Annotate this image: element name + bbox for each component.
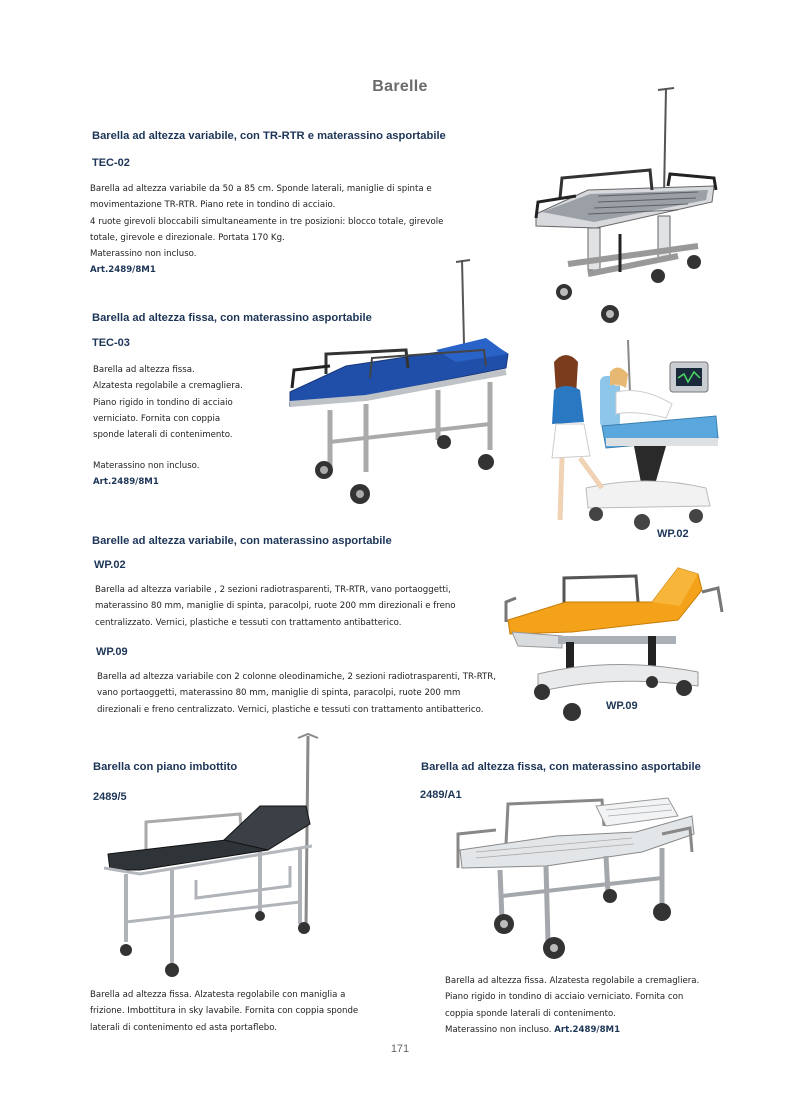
description-line: [445, 1022, 699, 1038]
stretcher-tec03-image: [286, 258, 518, 510]
product-code-tec02: TEC-02: [92, 157, 130, 169]
description-2489-a1: [445, 973, 699, 1038]
description-line: Piano rigido in tondino di acciaio verniciato. Fornita con: [445, 992, 684, 1003]
description-line: Barella ad altezza variabile da 50 a 85 cm. Sponde laterali, maniglie di spinta e: [90, 184, 432, 194]
description-line: laterali di contenimento ed asta portaflebo.: [90, 1022, 278, 1033]
stretcher-2489-a1-image: [456, 794, 700, 964]
description-line: vano portaoggetti, materassino 80 mm, maniglie di spinta, paracolpi, ruote 200 mm: [97, 688, 461, 699]
description-line: Barella ad altezza variabile , 2 sezioni radiotrasparenti, TR-RTR, vano portaoggetti,: [95, 585, 451, 595]
article-number: Art.2489/8M1: [93, 477, 159, 488]
image-caption-wp09: WP.09: [606, 700, 638, 712]
product-code-wp09: WP.09: [96, 646, 128, 658]
description-line: Piano rigido in tondino di acciaio: [93, 397, 233, 408]
section-heading-tec03: Barella ad altezza fissa, con materassino asportabile: [92, 312, 372, 324]
description-2489-5: [90, 987, 358, 1036]
description-line: Barella ad altezza fissa. Alzatesta regolabile con maniglia a: [90, 990, 346, 1000]
product-code-tec03: TEC-03: [92, 337, 130, 349]
description-wp09: [97, 669, 496, 718]
description-wp02: [95, 582, 456, 631]
description-line: frizione. Imbottitura in sky lavabile. Fornita con coppia sponde: [90, 1006, 359, 1017]
description-line: verniciato. Fornita con coppia: [93, 413, 221, 424]
article-number: Art.2489/8M1: [554, 1024, 621, 1035]
description-line: Barella ad altezza fissa. Alzatesta regolabile a cremagliera.: [445, 976, 700, 986]
section-heading-2489-a1: Barella ad altezza fissa, con materassino asportabile: [421, 761, 701, 773]
description-line: Materassino non incluso.: [90, 249, 197, 260]
description-line: coppia sponde laterali di contenimento.: [445, 1008, 616, 1019]
page-title: Barelle: [372, 78, 428, 95]
section-heading-tec02: Barella ad altezza variabile, con TR-RTR e materassino asportabile: [92, 130, 446, 142]
description-line: Alzatesta regolabile a cremagliera.: [93, 381, 243, 392]
product-code-2489-5: 2489/5: [93, 791, 127, 803]
image-caption-wp02: WP.02: [657, 528, 689, 540]
description-line: sponde laterali di contenimento.: [93, 430, 233, 441]
description-line: Materassino non incluso.: [93, 461, 200, 471]
description-line: materassino 80 mm, maniglie di spinta, paracolpi, ruote 200 mm direzionali e freno: [95, 601, 456, 612]
product-code-wp02: WP.02: [94, 559, 126, 571]
product-code-2489-a1: 2489/A1: [420, 789, 462, 801]
stretcher-tec02-image: [528, 86, 728, 330]
description-line: direzionali e freno centralizzato. Vernici, plastiche e tessuti con trattamento antibatterico.: [97, 704, 484, 715]
stretcher-2489-5-image: [100, 730, 322, 980]
description-line: totale, girevole e direzionale. Portata 170 Kg.: [90, 232, 285, 243]
description-line: centralizzato. Vernici, plastiche e tessuti con trattamento antibatterico.: [95, 617, 402, 628]
description-line: Barella ad altezza variabile con 2 colonne oleodinamiche, 2 sezioni radiotrasparenti, TR-RTR,: [97, 672, 496, 682]
note-text: Materassino non incluso.: [445, 1024, 552, 1035]
description-line: 4 ruote girevoli bloccabili simultaneamente in tre posizioni: blocco totale, girevole: [90, 216, 444, 227]
description-line: Barella ad altezza fissa.: [93, 365, 195, 375]
page-number: 171: [390, 1043, 410, 1055]
stretcher-wp02-photo: [546, 338, 732, 534]
section-heading-2489-5: Barella con piano imbottito: [93, 761, 238, 773]
description-tec03: [93, 362, 243, 443]
description-tec03-note: [93, 458, 200, 491]
description-line: movimentazione TR-RTR. Piano rete in tondino di acciaio.: [90, 200, 336, 211]
article-number: Art.2489/8M1: [90, 265, 156, 276]
section-heading-wp: Barelle ad altezza variabile, con materassino asportabile: [92, 535, 392, 547]
